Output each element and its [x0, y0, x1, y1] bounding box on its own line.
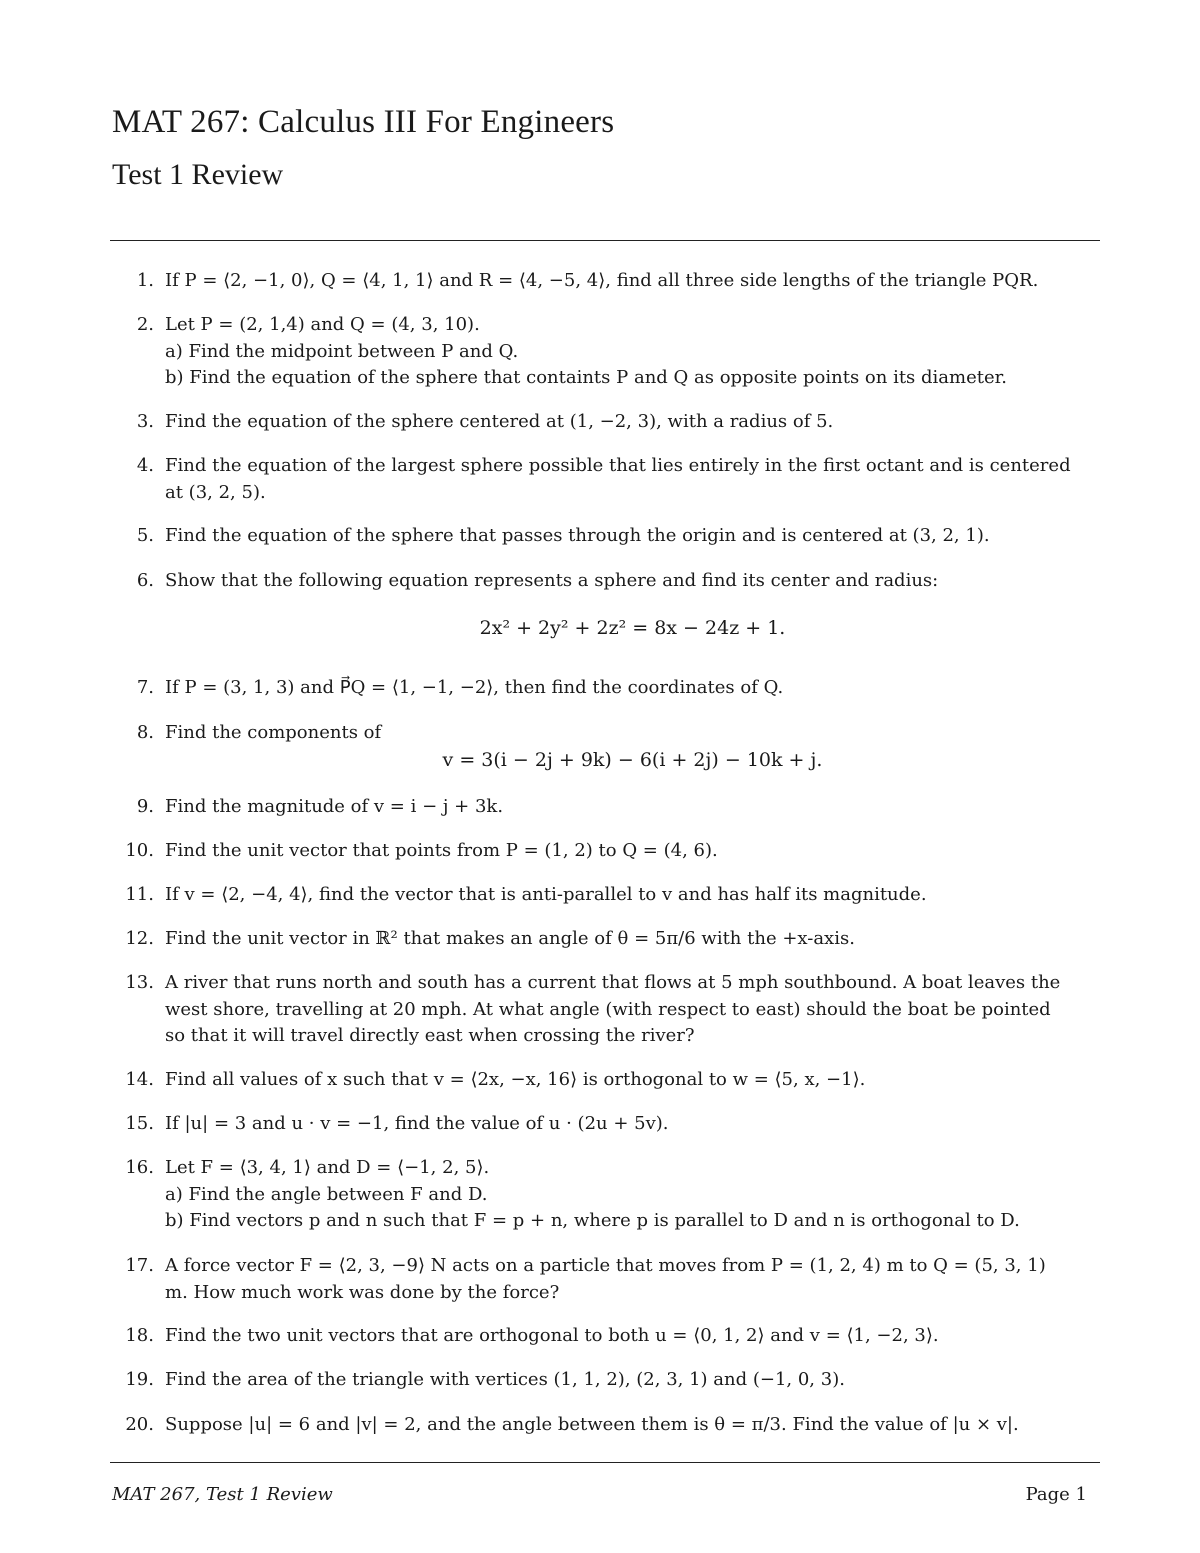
problem-text [165, 1323, 1100, 1350]
page-subtitle: Test 1 Review [112, 158, 284, 191]
header-divider [110, 240, 1100, 241]
problem-line: b) Find the equation of the sphere that containts P and Q as opposite points on its diameter. [165, 367, 1007, 388]
problem-number: 5. [136, 525, 154, 546]
problem-number: 9. [136, 796, 154, 817]
problem-line: If P = ⟨2, −1, 0⟩, Q = ⟨4, 1, 1⟩ and R = ⟨4, −5, 4⟩, find all three side lengths of the triangle PQR. [165, 270, 1039, 291]
problem-number: 12. [125, 928, 154, 949]
problem-text [165, 720, 1100, 747]
problem-line: m. How much work was done by the force? [165, 1281, 560, 1303]
problem-text [165, 568, 1100, 595]
problem-line: Find the equation of the sphere centered at (1, −2, 3), with a radius of 5. [165, 411, 834, 432]
problem-text [165, 1155, 1100, 1235]
problem-line: If P = (3, 1, 3) and P⃗Q = ⟨1, −1, −2⟩, then find the coordinates of Q. [165, 677, 784, 698]
problem-line: Find the unit vector in ℝ² that makes an angle of θ = 5π/6 with the +x-axis. [165, 928, 855, 949]
problem-number: 6. [136, 570, 154, 591]
footer-page-number: Page 1 [1025, 1484, 1087, 1505]
problem-text [165, 1253, 1100, 1306]
problem-number: 11. [125, 884, 154, 905]
page-title: MAT 267: Calculus III For Engineers [112, 104, 615, 140]
problem-line: a) Find the angle between F and D. [165, 1183, 488, 1205]
problem-text [165, 838, 1100, 865]
problem-line: Find the area of the triangle with vertices (1, 1, 2), (2, 3, 1) and (−1, 0, 3). [165, 1369, 845, 1390]
problem-text [165, 970, 1100, 1050]
problem-number: 16. [125, 1157, 154, 1178]
problem-line: If |u| = 3 and u · v = −1, find the value of u · (2u + 5v). [165, 1113, 669, 1134]
problem-line: If v = ⟨2, −4, 4⟩, find the vector that is anti-parallel to v and has half its magnitude. [165, 884, 927, 905]
problem-text [165, 1067, 1100, 1094]
problem-equation: v = 3(i − 2j + 9k) − 6(i + 2j) − 10k + j. [442, 749, 823, 771]
problem-text [165, 268, 1100, 295]
problem-number: 15. [125, 1113, 154, 1134]
problem-text [165, 1412, 1100, 1439]
problem-line: Find the equation of the sphere that passes through the origin and is centered at (3, 2, 1). [165, 525, 990, 546]
problem-equation: 2x² + 2y² + 2z² = 8x − 24z + 1. [479, 617, 786, 639]
problem-line: Suppose |u| = 6 and |v| = 2, and the angle between them is θ = π/3. Find the value of |u × v|. [165, 1414, 1019, 1435]
footer-divider [110, 1462, 1100, 1463]
problem-text [165, 794, 1100, 821]
problem-line: so that it will travel directly east when crossing the river? [165, 1025, 695, 1046]
problem-number: 17. [125, 1255, 154, 1276]
problem-line: A force vector F = ⟨2, 3, −9⟩ N acts on a particle that moves from P = (1, 2, 4) m to Q = (5, 3, 1) [165, 1255, 1046, 1276]
problem-text [165, 675, 1100, 702]
problem-text [165, 1111, 1100, 1138]
problem-text [165, 312, 1100, 392]
problem-number: 13. [125, 972, 154, 993]
problem-number: 14. [125, 1069, 154, 1090]
problem-text [165, 882, 1100, 909]
problem-line: A river that runs north and south has a current that flows at 5 mph southbound. A boat leaves the [165, 972, 1061, 993]
problem-number: 18. [125, 1325, 154, 1346]
problem-number: 10. [125, 840, 154, 861]
problem-line: west shore, travelling at 20 mph. At what angle (with respect to east) should the boat be pointed [165, 998, 1051, 1020]
problem-line: b) Find vectors p and n such that F = p + n, where p is parallel to D and n is orthogonal to D. [165, 1210, 1020, 1231]
problem-number: 19. [125, 1369, 154, 1390]
problem-text [165, 926, 1100, 953]
problem-line: Find the unit vector that points from P = (1, 2) to Q = (4, 6). [165, 840, 718, 861]
problem-text [165, 409, 1100, 436]
problem-text [165, 1367, 1100, 1394]
problem-line: Find the equation of the largest sphere possible that lies entirely in the first octant and is centered [165, 455, 1071, 476]
problem-number: 7. [136, 677, 154, 698]
problem-line: Show that the following equation represents a sphere and find its center and radius: [165, 570, 939, 591]
problem-line: Find the components of [165, 722, 382, 743]
problem-line: Let F = ⟨3, 4, 1⟩ and D = ⟨−1, 2, 5⟩. [165, 1157, 490, 1178]
problem-line: at (3, 2, 5). [165, 481, 266, 503]
problem-text [165, 523, 1100, 550]
problem-line: a) Find the midpoint between P and Q. [165, 340, 519, 362]
problem-text [165, 453, 1100, 506]
footer-course-label: MAT 267, Test 1 Review [112, 1484, 333, 1505]
problem-number: 8. [136, 722, 154, 743]
problem-number: 1. [136, 270, 154, 291]
problem-line: Let P = (2, 1,4) and Q = (4, 3, 10). [165, 314, 480, 335]
problem-line: Find the magnitude of v = i − j + 3k. [165, 796, 504, 817]
problem-number: 4. [136, 455, 154, 476]
problem-number: 2. [136, 314, 154, 335]
problem-line: Find all values of x such that v = ⟨2x, −x, 16⟩ is orthogonal to w = ⟨5, x, −1⟩. [165, 1069, 866, 1090]
problem-number: 3. [136, 411, 154, 432]
problem-line: Find the two unit vectors that are orthogonal to both u = ⟨0, 1, 2⟩ and v = ⟨1, −2, 3⟩. [165, 1325, 939, 1346]
problem-number: 20. [125, 1414, 154, 1435]
